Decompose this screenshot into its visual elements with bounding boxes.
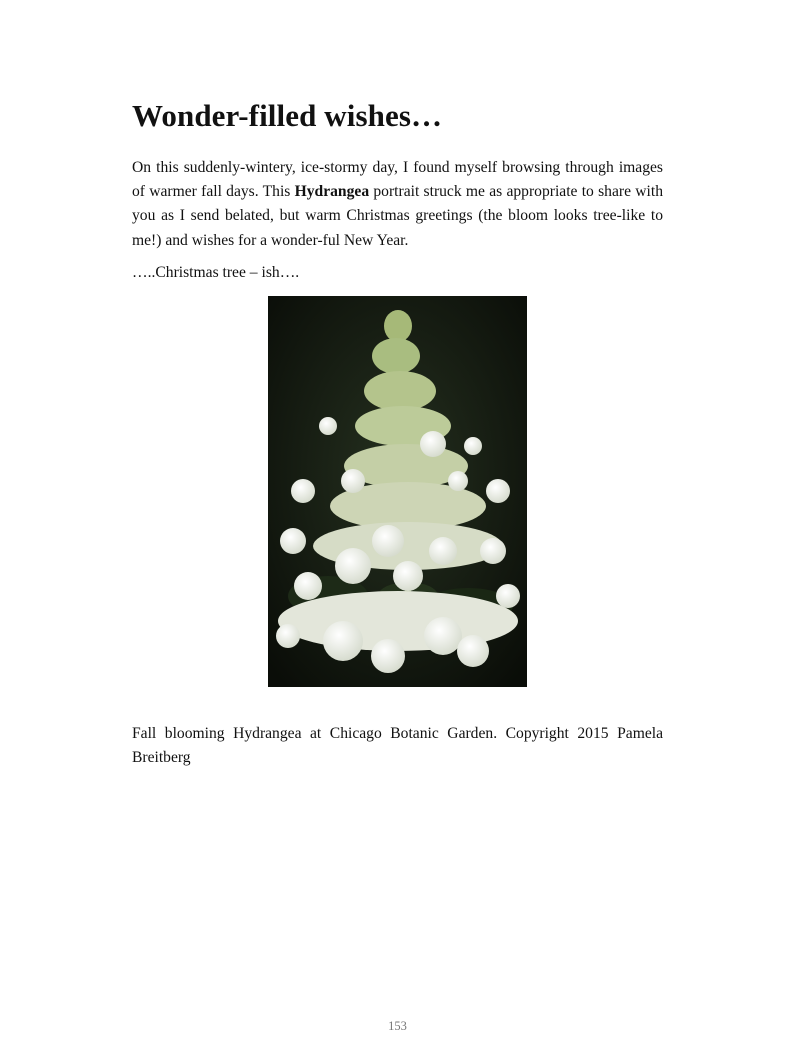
page-number: 153 (388, 1019, 407, 1033)
intro-text-start: On this suddenly-wintery, ice-stormy day, I found myself browsing through images of warmer fall days. This (132, 159, 663, 201)
photo-caption: Fall blooming Hydrangea at Chicago Botanic Garden. Copyright 2015 Pamela Breitberg (132, 725, 663, 767)
intro-paragraph (132, 156, 663, 253)
page-title: Wonder-filled wishes… (132, 98, 443, 133)
christmas-tree-line: …..Christmas tree – ish…. (132, 264, 300, 281)
hydrangea-photo (268, 296, 527, 687)
intro-text-end: portrait struck me as appropriate to share with you as I send belated, but warm Christmas greetings (the bloom looks tree-like to me!) and wishes for a wonder-ful New Year. (132, 183, 663, 249)
hydrangea-bold-term: Hydrangea (294, 183, 370, 201)
